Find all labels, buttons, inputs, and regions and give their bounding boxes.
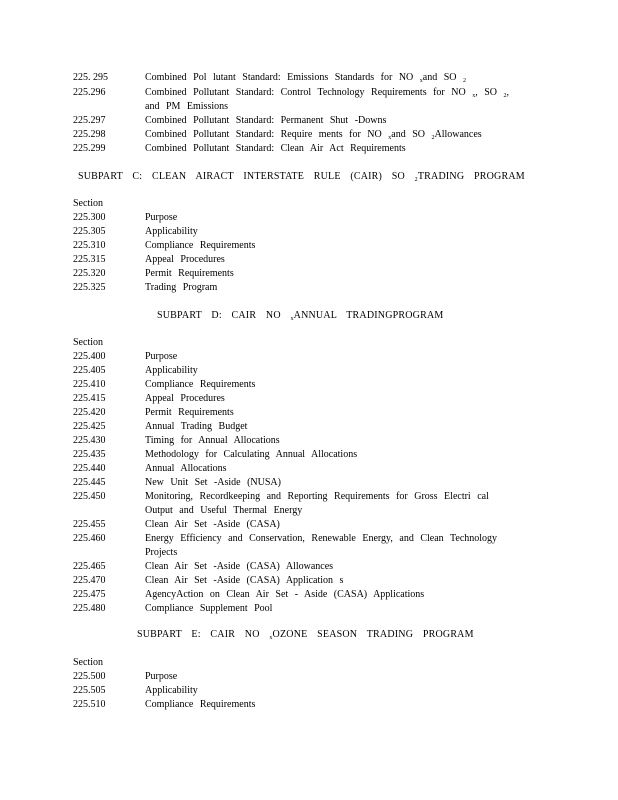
section-title-continued: Projects bbox=[145, 547, 178, 558]
section-title: Combined Pollutant Standard: Clean Air Act Requirements bbox=[145, 143, 406, 154]
section-title-continued: Output and Useful Thermal Energy bbox=[145, 505, 303, 516]
section-number: 225.440 bbox=[73, 463, 106, 474]
section-title: Appeal Procedures bbox=[145, 254, 225, 265]
section-label: Section bbox=[73, 657, 103, 668]
table-row bbox=[0, 490, 618, 504]
table-row bbox=[0, 86, 618, 100]
section-title: Compliance Requirements bbox=[145, 240, 256, 251]
section-title: Applicability bbox=[145, 685, 198, 696]
section-number: 225.505 bbox=[73, 685, 106, 696]
section-number: 225.415 bbox=[73, 393, 106, 404]
section-title: Combined Pollutant Standard: Require ments for NO $_x$and SO $_2$Allowances bbox=[145, 129, 482, 141]
table-row bbox=[0, 462, 618, 476]
table-row bbox=[0, 532, 618, 546]
table-row bbox=[0, 698, 618, 712]
section-title: Clean Air Set -Aside (CASA) bbox=[145, 519, 280, 530]
section-title: Annual Allocations bbox=[145, 463, 227, 474]
section-title: Purpose bbox=[145, 212, 178, 223]
table-row bbox=[0, 574, 618, 588]
section-number: 225.455 bbox=[73, 519, 106, 530]
section-number: 225.410 bbox=[73, 379, 106, 390]
table-row bbox=[0, 476, 618, 490]
section-title: Permit Requirements bbox=[145, 268, 234, 279]
section-title: Permit Requirements bbox=[145, 407, 234, 418]
section-number: 225.450 bbox=[73, 491, 106, 502]
section-title: Methodology for Calculating Annual Allocations bbox=[145, 449, 358, 460]
table-row bbox=[0, 100, 618, 114]
table-row bbox=[0, 128, 618, 142]
table-row bbox=[0, 670, 618, 684]
table-row bbox=[0, 434, 618, 448]
section-number: 225.405 bbox=[73, 365, 106, 376]
table-row bbox=[0, 504, 618, 518]
section-number: 225.425 bbox=[73, 421, 106, 432]
section-title: Compliance Requirements bbox=[145, 379, 256, 390]
section-title: Appeal Procedures bbox=[145, 393, 225, 404]
table-row bbox=[0, 406, 618, 420]
table-row bbox=[0, 588, 618, 602]
table-row bbox=[0, 253, 618, 267]
section-title: Purpose bbox=[145, 351, 178, 362]
section-number: 225.510 bbox=[73, 699, 106, 710]
section-title: Combined Pol lutant Standard: Emissions Standards for NO $_x$and SO $_2$ bbox=[145, 72, 466, 84]
table-row bbox=[0, 378, 618, 392]
section-number: 225.400 bbox=[73, 351, 106, 362]
section-label: Section bbox=[73, 337, 103, 348]
table-row bbox=[0, 350, 618, 364]
table-row bbox=[0, 114, 618, 128]
section-number: 225.435 bbox=[73, 449, 106, 460]
section-title: Clean Air Set -Aside (CASA) Allowances bbox=[145, 561, 334, 572]
table-row bbox=[0, 392, 618, 406]
section-title: Clean Air Set -Aside (CASA) Application s bbox=[145, 575, 344, 586]
section-title: Purpose bbox=[145, 671, 178, 682]
subpart-e-heading: SUBPART E: CAIR NO $_x$OZONE SEASON TRADING PROGRAM bbox=[137, 629, 474, 641]
section-number: 225.480 bbox=[73, 603, 106, 614]
section-number: 225.298 bbox=[73, 129, 106, 140]
section-number: 225.315 bbox=[73, 254, 106, 265]
section-title: Applicability bbox=[145, 226, 198, 237]
section-title: Compliance Supplement Pool bbox=[145, 603, 273, 614]
section-title: Trading Program bbox=[145, 282, 218, 293]
section-number: 225. 295 bbox=[73, 72, 108, 83]
section-title: Combined Pollutant Standard: Permanent Shut -Downs bbox=[145, 115, 387, 126]
section-title: Monitoring, Recordkeeping and Reporting Requirements for Gross Electri cal bbox=[145, 491, 489, 502]
section-number: 225.430 bbox=[73, 435, 106, 446]
table-row bbox=[0, 546, 618, 560]
section-number: 225.325 bbox=[73, 282, 106, 293]
table-row bbox=[0, 225, 618, 239]
table-row bbox=[0, 448, 618, 462]
section-number: 225.296 bbox=[73, 87, 106, 98]
section-number: 225.470 bbox=[73, 575, 106, 586]
section-title: Annual Trading Budget bbox=[145, 421, 248, 432]
section-title: Compliance Requirements bbox=[145, 699, 256, 710]
table-row bbox=[0, 560, 618, 574]
table-row bbox=[0, 420, 618, 434]
table-row bbox=[0, 267, 618, 281]
section-title: Energy Efficiency and Conservation, Renewable Energy, and Clean Technology bbox=[145, 533, 498, 544]
section-number: 225.420 bbox=[73, 407, 106, 418]
section-title: AgencyAction on Clean Air Set - Aside (CASA) Applications bbox=[145, 589, 425, 600]
section-number: 225.445 bbox=[73, 477, 106, 488]
table-row bbox=[0, 211, 618, 225]
table-row bbox=[0, 239, 618, 253]
section-number: 225.300 bbox=[73, 212, 106, 223]
subpart-c-heading: SUBPART C: CLEAN AIRACT INTERSTATE RULE (CAIR) SO $_2$TRADING PROGRAM bbox=[78, 171, 525, 183]
section-number: 225.299 bbox=[73, 143, 106, 154]
section-title: Combined Pollutant Standard: Control Technology Requirements for NO $_x$, SO $_2$, bbox=[145, 87, 509, 99]
section-number: 225.500 bbox=[73, 671, 106, 682]
section-number: 225.305 bbox=[73, 226, 106, 237]
section-number: 225.297 bbox=[73, 115, 106, 126]
section-title: New Unit Set -Aside (NUSA) bbox=[145, 477, 281, 488]
section-number: 225.320 bbox=[73, 268, 106, 279]
section-title: Applicability bbox=[145, 365, 198, 376]
subpart-d-heading: SUBPART D: CAIR NO $_x$ANNUAL TRADINGPROGRAM bbox=[157, 310, 444, 322]
table-row bbox=[0, 684, 618, 698]
section-number: 225.460 bbox=[73, 533, 106, 544]
section-title: Timing for Annual Allocations bbox=[145, 435, 280, 446]
table-row bbox=[0, 281, 618, 295]
section-number: 225.465 bbox=[73, 561, 106, 572]
section-label: Section bbox=[73, 198, 103, 209]
table-row bbox=[0, 602, 618, 616]
table-row bbox=[0, 364, 618, 378]
section-number: 225.475 bbox=[73, 589, 106, 600]
table-row bbox=[0, 142, 618, 156]
section-title-continued: and PM Emissions bbox=[145, 101, 229, 112]
table-row bbox=[0, 71, 618, 85]
table-row bbox=[0, 518, 618, 532]
section-number: 225.310 bbox=[73, 240, 106, 251]
